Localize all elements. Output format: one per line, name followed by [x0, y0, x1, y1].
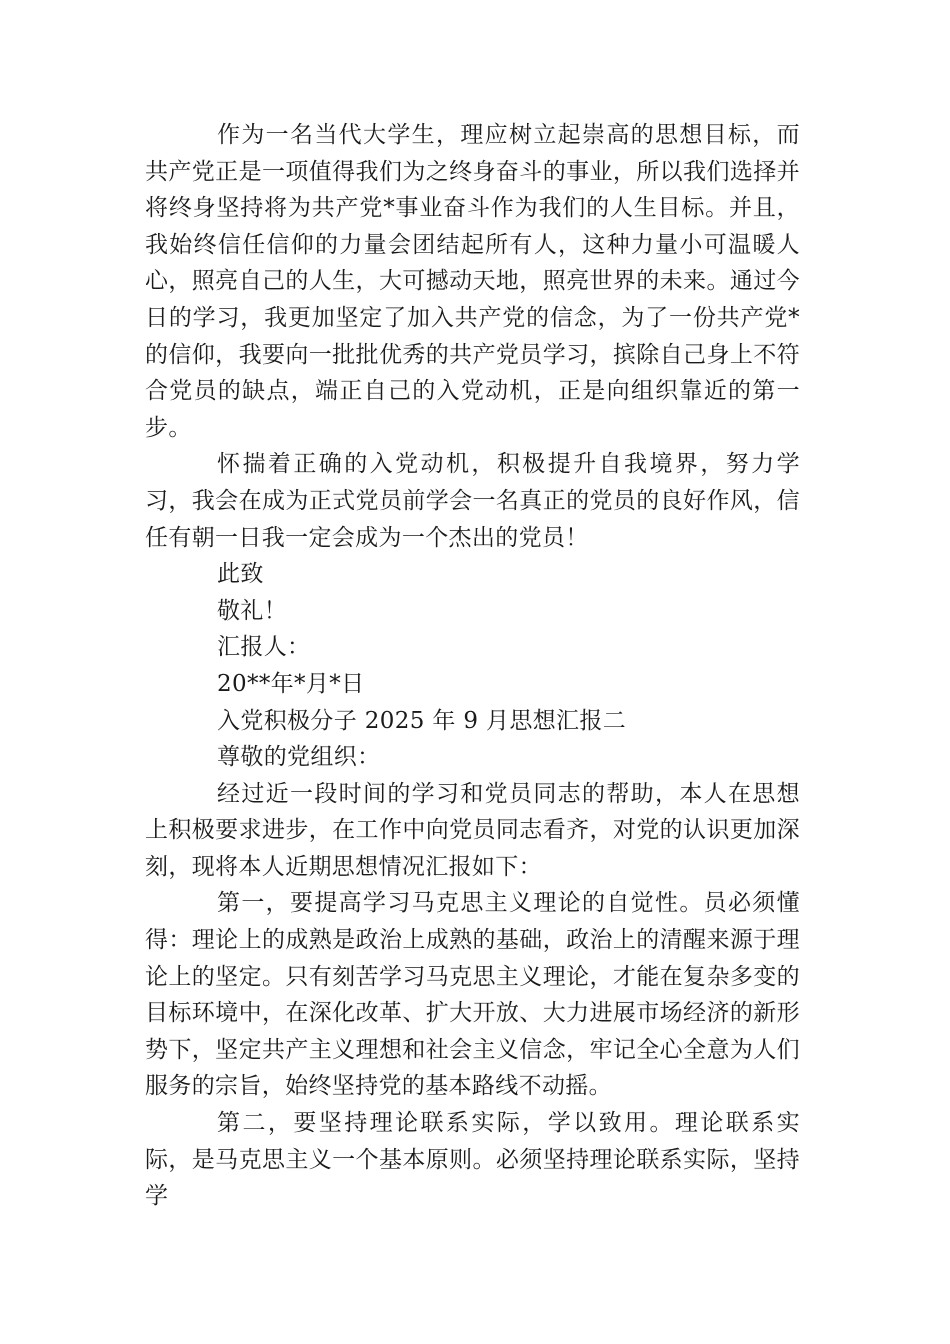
reporter-label: 汇报人：: [217, 634, 311, 661]
document-body: [145, 117, 800, 1215]
second-report-paragraph-1: 经过近一段时间的学习和党员同志的帮助，本人在思想上积极要求进步，在工作中向党员同志看齐，对党的认识更加深刻，现将本人近期思想情况汇报如下：: [145, 780, 800, 880]
paragraph-1: 作为一名当代大学生，理应树立起崇高的思想目标，而共产党正是一项值得我们为之终身奋斗的事业，所以我们选择并将终身坚持将为共产党*事业奋斗作为我们的人生目标。并且，我始终信任信仰的力量会团结起所有人，这种力量小可温暖人心，照亮自己的人生，大可撼动天地，照亮世界的未来。通过今日的学习，我更加坚定了加入共产党的信念，为了一份共产党*的信仰，我要向一批批优秀的共产党员学习，摈除自己身上不符合党员的缺点，端正自己的入党动机，正是向组织靠近的第一步。: [145, 122, 800, 441]
closing-regards: 敬礼！: [217, 597, 288, 624]
report-date: 20**年*月*日: [217, 670, 365, 697]
second-report-greeting: 尊敬的党组织：: [217, 744, 381, 771]
closing-salutation: 此致: [217, 561, 264, 588]
second-report-paragraph-3: 第二，要坚持理论联系实际，学以致用。理论联系实际，是马克思主义一个基本原则。必须坚持理论联系实际，坚持学: [145, 1110, 800, 1210]
second-report-title: 入党积极分子 2025 年 9 月思想汇报二: [217, 707, 627, 734]
paragraph-2: 怀揣着正确的入党动机，积极提升自我境界，努力学习，我会在成为正式党员前学会一名真正的党员的良好作风，信任有朝一日我一定会成为一个杰出的党员！: [145, 451, 800, 551]
second-report-paragraph-2: 第一，要提高学习马克思主义理论的自觉性。员必须懂得：理论上的成熟是政治上成熟的基础，政治上的清醒来源于理论上的坚定。只有刻苦学习马克思主义理论，才能在复杂多变的目标环境中，在深化改革、扩大开放、大力进展市场经济的新形势下，坚定共产主义理想和社会主义信念，牢记全心全意为人们服务的宗旨，始终坚持党的基本路线不动摇。: [145, 890, 800, 1100]
